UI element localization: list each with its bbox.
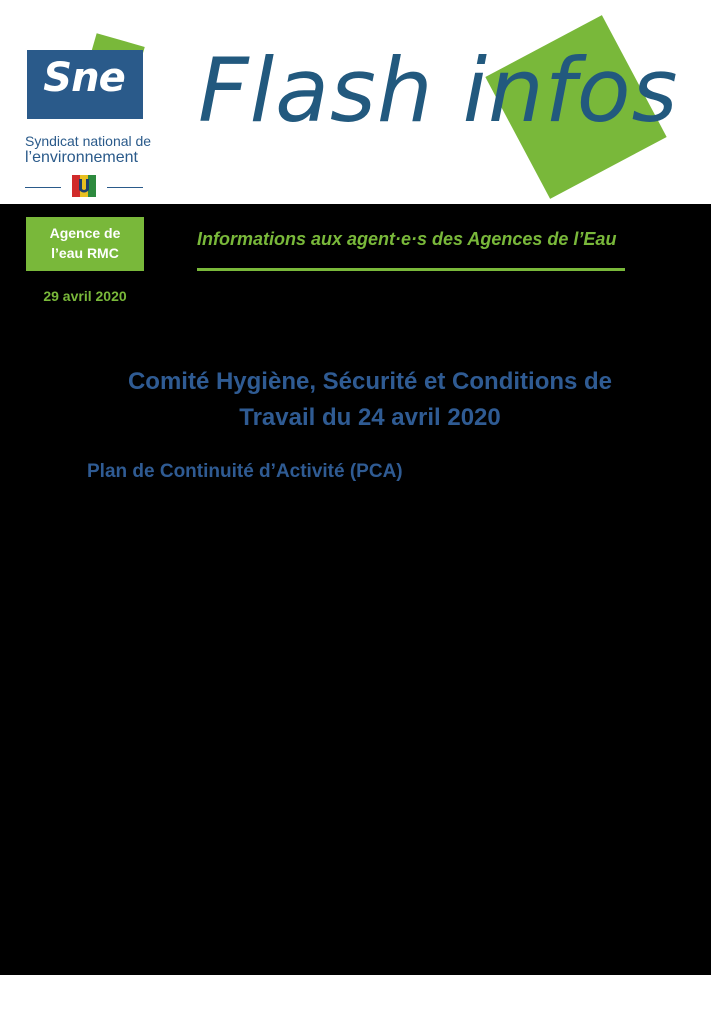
agency-badge	[26, 217, 144, 271]
divider-right	[107, 187, 143, 188]
org-name-line1: Syndicat national de	[25, 133, 152, 149]
agency-line2: l’eau RMC	[51, 245, 119, 261]
divider-left	[25, 187, 61, 188]
logo-text: Sne	[43, 55, 125, 101]
content-area	[0, 204, 711, 975]
section-subtitle: Plan de Continuité d’Activité (PCA)	[87, 461, 403, 482]
tagline: Informations aux agent·e·s des Agences de l’Eau	[197, 229, 617, 249]
masthead-title: Flash infos	[198, 39, 679, 142]
page-title	[80, 364, 660, 436]
union-logo-icon	[72, 175, 96, 197]
title-line2: Travail du 24 avril 2020	[239, 404, 501, 431]
agency-line1: Agence de	[49, 225, 121, 241]
org-name-line2: l’environnement	[25, 149, 138, 166]
tagline-underline	[197, 268, 625, 271]
issue-date: 29 avril 2020	[43, 288, 127, 304]
title-line1: Comité Hygiène, Sécurité et Conditions de	[127, 368, 613, 395]
